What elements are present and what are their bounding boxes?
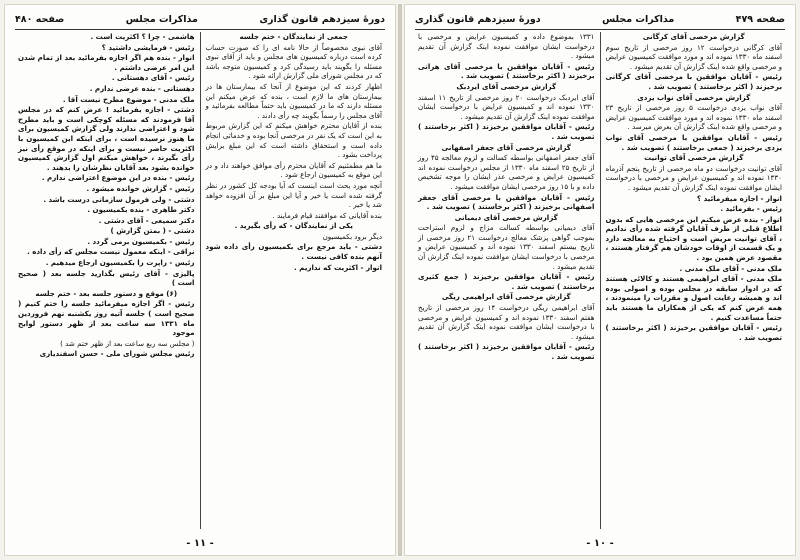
left-page bbox=[4, 4, 396, 556]
book-gutter bbox=[398, 4, 402, 556]
paragraph: رئیس - بنده در این موضوع اعتراضی ندارم . bbox=[41, 173, 195, 183]
paragraph: آقای کرگانی درخواست ۱۲ روز مرخصی از تاریخ سوم اسفند ماه ۱۳۳۰ نموده اند و مورد موافقت کمیسیون عرایض و مرخصی واقع شده اینک گزارش آن تقدیم میشود . bbox=[605, 42, 782, 71]
text-column-right bbox=[201, 32, 388, 529]
paragraph: ملک مدنی - آقای ابراهیمی هستند و کالائی هستند که در ادوار سابقه در مجلس بوده و اصولی بوده اند و همیشه رعایت اصول و مقررات را مینمودند ، همه عرض کنم که یکی از همکاران ما هستند باید حتماً مساعدت کنیم . bbox=[605, 274, 782, 322]
paragraph: گزارش مرخصی آقای ابراهیمی ریگی bbox=[441, 292, 571, 302]
paragraph: آقای ایردبک درخواست ۲۰ روز مرخصی از تاریخ ۱۱ اسفند ۱۳۳۰ نموده اند و کمیسیون عرایض با درخواست ایشان موافقت نموده اینک گزارش آن تقدیم میشود . bbox=[418, 92, 595, 121]
paragraph: انوار - اکثریت که نداریم . bbox=[293, 262, 382, 272]
text-column-left bbox=[13, 32, 200, 529]
paragraph: رئیس - بکمیسیون برمی گردد . bbox=[87, 236, 195, 246]
paragraph: (۶) موقع و دستور جلسه بعد - ختم جلسه bbox=[35, 288, 178, 298]
paragraph: اظهار کردند که این موضوع از آنجا که بیمارستان ها در بیمارستان های ما لازم است ، بنده که عرض میکنم این مسئله دارند که ما در کمیسیون باید حتماً مطالعه بفرمائید و آقای مجلس را رسماً بگویند چه رأی دادند . bbox=[205, 81, 382, 120]
paragraph: انوار - بنده عرض میکنم این مرخصی هایی که بدون اطلاع قبلی از طرف آقایان گرفته شده رأی ندادیم ، آقای توانیت مریض است و احتیاج به معالجه دارد و یک قسمت از اوقات خودشان هم گرفتار هستند ، مقصود عرض همین بود . bbox=[605, 214, 782, 263]
paragraph: آقای ابراهیمی ریگی درخواست ۱۴ روز مرخصی از تاریخ هفتم اسفند ۱۳۳۰ نموده اند و کمیسیون عرایض و مرخصی با درخواست ایشان موافقت نموده اینک گزارش آن تقدیم میشود . bbox=[418, 303, 595, 341]
page-header bbox=[415, 11, 785, 30]
text-column-right bbox=[601, 32, 788, 529]
page-footer: - ۱۱ - bbox=[186, 538, 214, 549]
header-title: مذاکرات مجلس bbox=[602, 13, 675, 25]
header-session: دورهٔ سیزدهم قانون گذاری bbox=[259, 13, 385, 25]
text-column-left bbox=[413, 32, 600, 529]
text-columns bbox=[13, 32, 387, 529]
paragraph: رئیس - آقایان موافقین برخیزند ( اکثر برخاستند ) تصویب شد . bbox=[418, 122, 595, 141]
paragraph: هاشمی - چرا ؟ اکثریت است . bbox=[90, 32, 195, 41]
paragraph: دکتر طاهری - بنده بکمیسیون . bbox=[87, 205, 195, 215]
paragraph: نراقی - اینکه معمول نیست مجلس که رأی داده . bbox=[27, 247, 195, 257]
paragraph: رئیس - فرمایشی داشتید ؟ bbox=[101, 42, 195, 52]
page-header bbox=[15, 11, 385, 30]
paragraph: دشتی - ( بمتن گزارش ) bbox=[110, 226, 195, 236]
paragraph: رئیس مجلس شورای ملی - حسن اسفندیاری bbox=[39, 349, 195, 359]
paragraph: ملک مدنی - آقای ملک مدنی . bbox=[679, 263, 782, 273]
header-page-number: صفحه ۴۸۰ bbox=[15, 13, 65, 25]
paragraph: رئیس - راپرت را بکمیسیون ارجاع میدهیم . bbox=[45, 258, 195, 268]
paragraph: بنده از آقایان محترم خواهش میکنم که این گزارش مربوط به این است که یک نفر در مرخصی آنجا بوده و خدماتی انجام داده است و استحقاق داشته است که این مبلغ برایش پرداخت بشود . bbox=[205, 121, 382, 160]
paragraph: گزارش مرخصی آقای نواب یزدی bbox=[637, 92, 751, 102]
paragraph: رئیس - گزارش خوانده میشود . bbox=[86, 183, 195, 193]
paragraph: گزارش مرخصی آقای کرگانی bbox=[642, 32, 745, 41]
paragraph: دشتی - اجازه بفرمائید ! عرض کنم که در مجلس آقا فرمودند که مسئله کوچکی است و باید مطرح شود و اعتراضی ندارند ولی گزارش کمیسیون برای ما هنوز نرسیده است ، برای اینکه این کمیسیون با اکثریت حاضر نیست و برای اینکه در موقع رأی نیز رأی بگیرند ، خواهش میکنم اول گزارش کمیسیون خوانده بشود بعد آقایان نظرشان را بدهند . bbox=[18, 105, 195, 172]
paragraph: آنچه مورد بحث است اینست که آیا بودجه کل کشور در نظر گرفته شده است یا خیر و آیا این مبلغ بر آن افزوده خواهد شد یا خیر . bbox=[205, 180, 382, 210]
column-divider bbox=[200, 32, 201, 529]
paragraph: رئیس - آقایان موافقین برخیزند ( اکثر برخاستند ) تصویب شد . bbox=[418, 342, 595, 361]
paragraph: دکتر سمیعی - آقای دشتی . bbox=[98, 215, 195, 225]
paragraph: گزارش مرخصی آقای جعفر اصفهانی bbox=[441, 142, 571, 152]
paragraph: آقای نبوی مخصوصاً از حالا نامه ای را که صورت حساب کرده است درباره کمیسیون های مجلس و باید از آقای نبوی مسئله را بگویند باید رسیدگی کرد و کمیسیون متوجه باشد که در مجلس شورای ملی گزارش ارائه شود . bbox=[205, 42, 382, 81]
paragraph: دهستانی - بنده عرضی ندارم . bbox=[89, 83, 195, 93]
paragraph: رئیس - اگر اجازه میفرمائید جلسه را ختم کنیم ( صحیح است ) جلسه آتیه روز یکشنبه نهم فروردین ماه ۱۳۳۱ سه ساعت بعد از ظهر دستور لوایح موجود bbox=[18, 299, 195, 338]
paragraph: آقای توانیت درخواست دو ماه مرخصی از تاریخ پنجم آذرماه ۱۳۳۰ نموده اند و کمیسیون عرایض و مرخصی با درخواست ایشان موافقت نموده اینک گزارش آن تقدیم میشود . bbox=[605, 163, 782, 192]
paragraph: آقای دیمیانی بواسطه کسالت مزاج و لزوم استراحت بموجب گواهی پزشک معالج درخواست ۲۱ روز مرخصی از تاریخ بیستم اسفند ۱۳۳۰ نموده اند و کمیسیون عرایض و مرخصی با درخواست ایشان موافقت نموده اینک گزارش آن تقدیم میشود . bbox=[418, 223, 595, 271]
paragraph: انوار - بنده هم اگر اجازه بفرمائید بعد از تمام شدن این امر عرضی داشتم . bbox=[18, 53, 195, 72]
text-columns bbox=[413, 32, 787, 529]
paragraph: رئیس - آقایان موافقین با مرخصی آقای هراتی برخیزند ( اکثر برخاستند ) تصویب شد . bbox=[418, 61, 595, 81]
header-page-number: صفحه ۴۷۹ bbox=[735, 13, 785, 25]
paragraph: رئیس - بفرمائید . bbox=[720, 204, 782, 214]
paragraph: گزارش مرخصی آقای توانیت bbox=[644, 153, 744, 163]
paragraph: رئیس - آقای دهستانی . bbox=[111, 73, 195, 83]
paragraph: انوار - اجازه میفرمائید ؟ bbox=[697, 193, 782, 203]
paragraph: بنده آقایانی که موافقند قیام فرمایند . bbox=[272, 210, 382, 220]
paragraph: دشتی - باید مرجع برای بکمیسیون رأی داده شود آنهم بنده کافی نیست . bbox=[205, 242, 382, 262]
paragraph: ملک مدنی - موضوع مطرح نیست آقا . bbox=[62, 94, 195, 104]
header-title: مذاکرات مجلس bbox=[125, 13, 198, 25]
paragraph: رئیس - آقایان موافقین برخیزند ( جمع کثیری برخاستند ) تصویب شد . bbox=[418, 272, 595, 291]
column-divider bbox=[600, 32, 601, 529]
paragraph: رئیس - آقایان موافقین با مرخصی آقای نواب یزدی برخیزند ( جمعی برخاستند ) تصویب شد . bbox=[605, 132, 782, 152]
paragraph: آقای نواب یزدی درخواست ۵ روز مرخصی از تاریخ ۲۳ اسفند ماه ۱۳۳۰ نموده اند و مورد موافقت کمیسیون عرایض و مرخصی واقع شده اینک گزارش آن بعرض میرسد . bbox=[605, 103, 782, 132]
paragraph: ما هم مطمئنیم که آقایان محترم رأی موافق خواهند داد و در این موقع به کمیسیون ارجاع شود . bbox=[205, 160, 382, 180]
right-page bbox=[404, 4, 796, 556]
header-session: دورهٔ سیزدهم قانون گذاری bbox=[415, 13, 541, 25]
paragraph: پالیزی - آقای رئیس بگذارید جلسه بعد ( صحیح است ) bbox=[18, 268, 195, 288]
paragraph: آقای جعفر اصفهانی بواسطه کسالت و لزوم معالجه ۴۵ روز از تاریخ ۲۵ اسفند ماه ۱۳۳۰ از مجلس درخواست نموده اند کمیسیون عرایض و مرخصی عذر ایشان را موجه تشخیص داده و با ۱۵ روز مرخصی ایشان موافقت میشود . bbox=[418, 153, 595, 191]
paragraph: دیگر برود بکمیسیون bbox=[322, 231, 382, 241]
paragraph: رئیس - آقایان موافقین برخیزند ( اکثر برخاستند ) تصویب شد . bbox=[605, 323, 782, 342]
paragraph: رئیس - آقایان موافقین با مرخصی آقای جعفر اصفهانی برخیزند ( اکثر برخاستند ) تصویب شد . bbox=[418, 192, 595, 212]
paragraph: دشتی - ولی فرمول سازمانی درست باشد . bbox=[43, 194, 195, 204]
paragraph: رئیس - آقایان موافقین با مرخصی آقای کرگانی برخیزند ( اکثر برخاستند ) تصویب شد . bbox=[605, 72, 782, 91]
paragraph: ( مجلس سه ربع ساعت بعد از ظهر ختم شد ) bbox=[60, 338, 195, 348]
paragraph: جمعی از نمایندگان - ختم جلسه bbox=[239, 32, 349, 41]
paragraph: ۱۳۳۱ بموضوع داده و کمیسیون عرایض و مرخصی با درخواست ایشان موافقت نموده اینک گزارش آن تقدیم میشود . bbox=[418, 32, 595, 61]
paragraph: گزارش مرخصی آقای دیمیانی bbox=[454, 212, 558, 222]
paragraph: گزارش مرخصی آقای ایردبک bbox=[456, 81, 557, 91]
page-footer: - ۱۰ - bbox=[586, 538, 614, 549]
paragraph: یکی از نمایندگان - که رأی بگیرید . bbox=[234, 221, 353, 231]
